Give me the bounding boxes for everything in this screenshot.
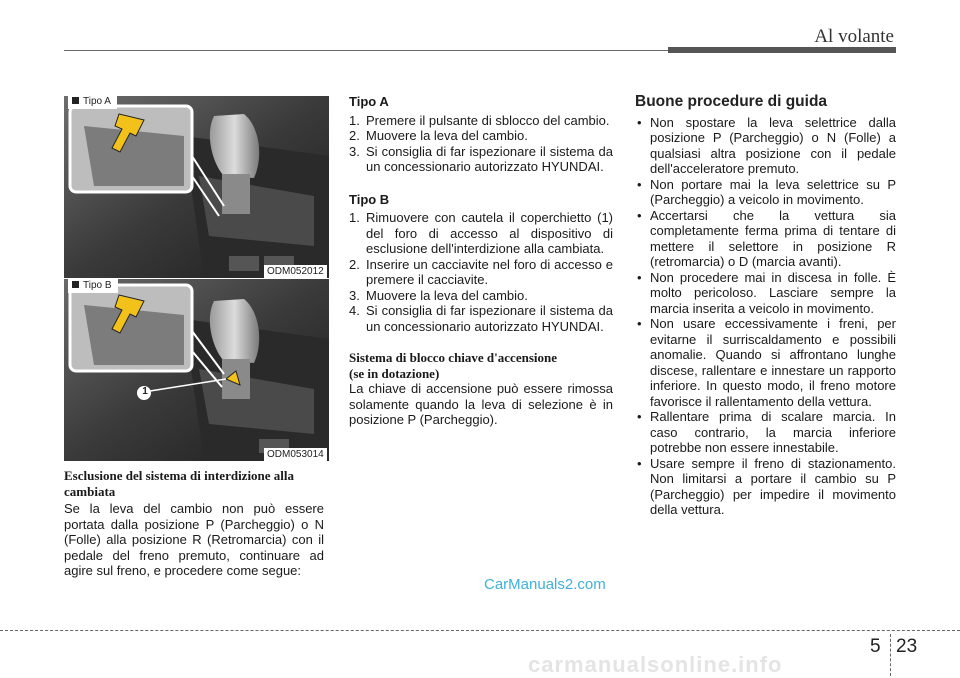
tipo-a-steps: [349, 113, 613, 175]
tipo-b-title: Tipo B: [349, 191, 390, 207]
list-item: • Non usare eccessivamente i freni, per evitarne il surriscaldamento e possibili anomalie. Quando si affrontano lunghe discese, rallentare e innestare un rapporto inferiore. In questo modo, il freno motore favorisce il rallentamento della vettura.: [637, 316, 896, 409]
list-item: • Usare sempre il freno di stazionamento. Non limitarsi a portare il cambio su P (Parcheggio) per impedire il movimento della vettura.: [637, 455, 896, 517]
middle-column: [349, 94, 613, 428]
override-heading: Esclusione del sistema di interdizione alla cambiata: [64, 468, 295, 499]
footer-divider: [890, 634, 891, 676]
header-accent-bar: [668, 47, 896, 53]
left-column: [64, 468, 324, 579]
list-item: 1. Premere il pulsante di sblocco del cambio.: [349, 112, 610, 128]
list-item: 4. Si consiglia di far ispezionare il sistema da un concessionario autorizzato HYUNDAI.: [349, 303, 613, 334]
driving-tips-list: [635, 115, 896, 518]
override-body: Se la leva del cambio non può essere portata dalla posizione P (Parcheggio) o N (Folle) alla posizione R (Retromarcia) con il pedale del freno premuto, continuare ad agire sul freno, e procedere come segue:: [64, 501, 324, 578]
gear-lever-photo-b: [64, 279, 329, 461]
gear-lever-photo-a: [64, 96, 329, 278]
page-number: 23: [896, 636, 918, 657]
list-item: 2. Inserire un cacciavite nel foro di accesso e premere il cacciavite.: [349, 256, 613, 287]
list-item: • Rallentare prima di scalare marcia. In caso contrario, la marcia inferiore potrebbe non essere innestabile.: [637, 409, 896, 455]
list-item: • Non procedere mai in discesa in folle. È molto pericoloso. Lasciare sempre la marcia inserita a veicolo in movimento.: [637, 269, 896, 316]
footer-watermark: carmanualsonline.info: [528, 652, 783, 677]
square-bullet-icon: [72, 97, 79, 104]
list-item: 2. Muovere la leva del cambio.: [349, 128, 528, 143]
figure-a-tag: Tipo A: [68, 95, 117, 109]
list-item: • Non portare mai la leva selettrice su P (Parcheggio) a veicolo in movimento.: [637, 176, 896, 207]
figure-b-tag: Tipo B: [68, 279, 118, 293]
figure-tipo-a: [64, 96, 329, 278]
square-bullet-icon: [72, 281, 79, 288]
key-lock-subtitle: (se in dotazione): [349, 365, 440, 381]
page-header-title: Al volante: [814, 26, 894, 47]
list-item: • Accertarsi che la vettura sia completamente ferma prima di tentare di mettere il selettore in posizione R (retromarcia) o D (marcia avanti).: [637, 207, 896, 269]
figure-a-code: ODM052012: [264, 265, 327, 279]
list-item: 1. Rimuovere con cautela il coperchietto (1) del foro di accesso al dispositivo di esclusione dell'interdizione alla cambiata.: [349, 210, 613, 256]
figure-b-callout: 1: [142, 386, 148, 397]
list-item: • Non spostare la leva selettrice dalla posizione P (Parcheggio) o N (Folle) a qualsiasi altra posizione con il pedale dell'acceleratore premuto.: [637, 114, 896, 176]
tipo-b-steps: [349, 210, 613, 334]
key-lock-body: La chiave di accensione può essere rimossa solamente quando la leva di selezione è in posizione P (Parcheggio).: [349, 381, 613, 427]
list-item: 3. Muovere la leva del cambio.: [349, 287, 528, 303]
footer-rule: [0, 630, 960, 631]
list-item: 3. Si consiglia di far ispezionare il sistema da un concessionario autorizzato HYUNDAI.: [349, 143, 613, 174]
figure-tipo-b: [64, 279, 329, 461]
chapter-number: 5: [870, 636, 881, 657]
watermark-link[interactable]: CarManuals2.com: [484, 576, 606, 593]
tipo-a-title: Tipo A: [349, 94, 389, 109]
key-lock-title: Sistema di blocco chiave d'accensione: [349, 350, 557, 365]
figure-b-code: ODM053014: [264, 448, 327, 462]
right-column: [635, 94, 896, 518]
driving-tips-heading: Buone procedure di guida: [635, 93, 828, 110]
